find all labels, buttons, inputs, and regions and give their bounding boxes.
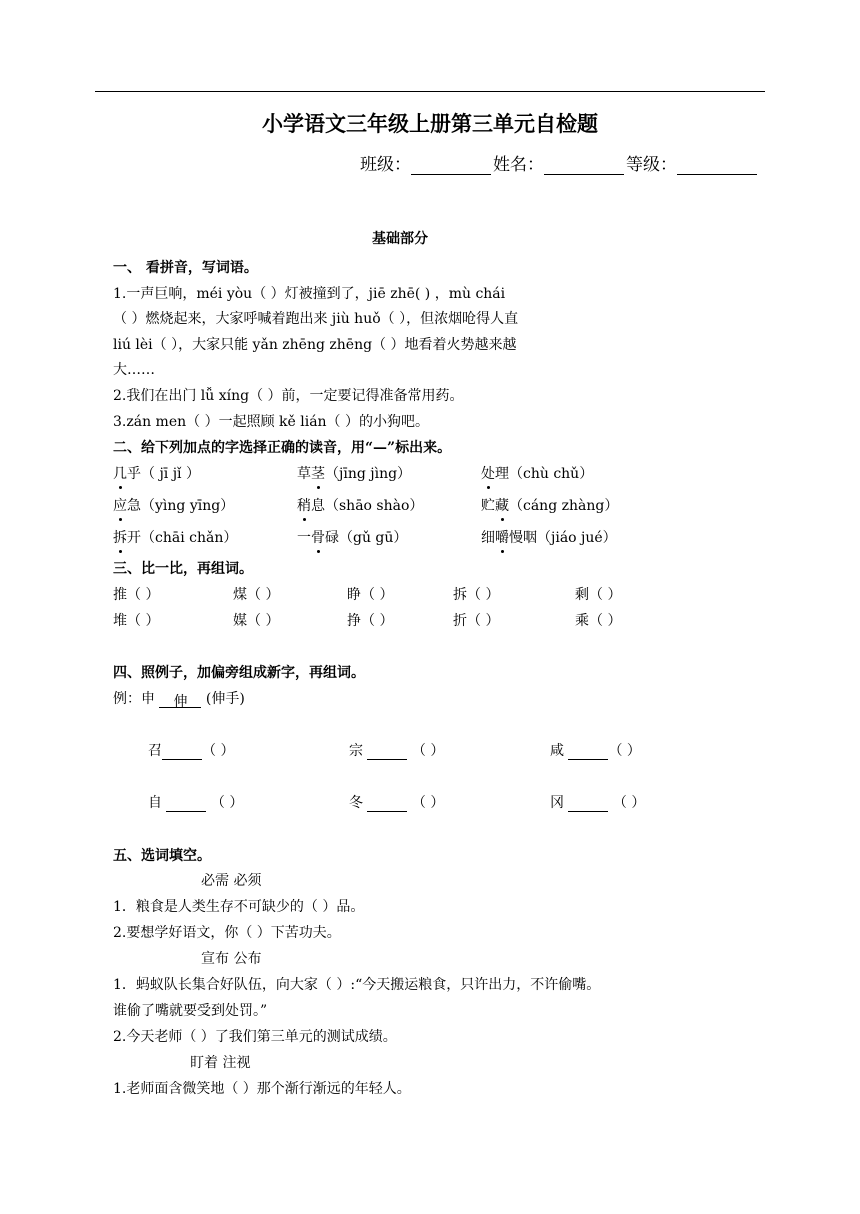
answer-blank[interactable]: [367, 743, 407, 760]
class-blank[interactable]: [411, 156, 491, 175]
compare-item: 媒（ ）: [233, 613, 280, 629]
word-choices-3: 盯着 注视: [190, 1055, 251, 1071]
s1-line-5: 2.我们在出门 lǚ xíng（ ）前，一定要记得准备常用药。: [113, 388, 464, 404]
radical-item: 咸 （ ）: [550, 743, 641, 759]
pinyin-item: 几乎（ jī jǐ ）: [113, 463, 200, 483]
pinyin-item: 细嚼慢咽（jiáo jué）: [481, 527, 617, 547]
compare-item: 推（ ）: [113, 587, 160, 603]
word-choices-1: 必需 必须: [201, 873, 262, 889]
pinyin-item: 拆开（chāi chǎn）: [113, 527, 237, 547]
radical-item: 召 （ ）: [148, 743, 235, 759]
s5-q2-3: 2.今天老师（ ）了我们第三单元的测试成绩。: [113, 1029, 397, 1045]
radical-item: 宗 （ ）: [349, 743, 445, 759]
compare-item: 乘（ ）: [575, 613, 622, 629]
section-2-heading: 二、给下列加点的字选择正确的读音，用“—”标出来。: [113, 440, 452, 456]
compare-item: 挣（ ）: [347, 613, 394, 629]
answer-blank[interactable]: [568, 795, 608, 812]
grade-blank[interactable]: [677, 156, 757, 175]
radical-item: 冬 （ ）: [349, 795, 445, 811]
name-label: 姓名：: [493, 155, 544, 175]
pinyin-item: 处理（chù chǔ）: [481, 463, 593, 483]
section-1-heading: 一、 看拼音，写词语。: [113, 260, 258, 276]
section-4-heading: 四、照例子，加偏旁组成新字，再组词。: [113, 665, 365, 681]
example-answer: 伸: [159, 691, 201, 708]
header-rule: [95, 91, 765, 92]
radical-item: 冈 （ ）: [550, 795, 646, 811]
example-line: 例：申 伸 (伸手): [113, 691, 245, 710]
compare-item: 堆（ ）: [113, 613, 160, 629]
pinyin-item: 稍息（shāo shào）: [297, 495, 423, 515]
compare-item: 剩（ ）: [575, 587, 622, 603]
pinyin-item: 应急（yìng yīng）: [113, 495, 234, 515]
s5-q2-2: 谁偷了嘴就要受到处罚。”: [113, 1003, 268, 1019]
name-blank[interactable]: [544, 156, 624, 175]
section-5-heading: 五、选词填空。: [113, 848, 211, 864]
answer-blank[interactable]: [162, 743, 202, 760]
radical-item: 自 （ ）: [148, 795, 244, 811]
page-title: 小学语文三年级上册第三单元自检题: [262, 111, 598, 136]
pinyin-item: 草茎（jīng jìng）: [297, 463, 411, 483]
s5-q2-1: 1．蚂蚁队长集合好队伍，向大家（ ）:“今天搬运粮食，只许出力，不许偷嘴。: [113, 977, 601, 993]
pinyin-item: 一骨碌（gǔ gū）: [297, 527, 407, 547]
s1-line-2: （ ）燃烧起来，大家呼喊着跑出来 jiù huǒ（ ），但浓烟呛得人直: [113, 311, 519, 327]
part-heading: 基础部分: [372, 231, 428, 247]
compare-item: 折（ ）: [453, 613, 500, 629]
answer-blank[interactable]: [166, 795, 206, 812]
s1-line-1: 1.一声巨响，méi yòu（ ）灯被撞到了，jiē zhē( ) ，mù chái: [113, 286, 506, 302]
s1-line-6: 3.zán men（ ）一起照顾 kě lián（ ）的小狗吧。: [113, 414, 430, 430]
compare-item: 睁（ ）: [347, 587, 394, 603]
s5-q1-1: 1．粮食是人类生存不可缺少的（ ）品。: [113, 899, 365, 915]
student-info: [360, 150, 759, 175]
answer-blank[interactable]: [367, 795, 407, 812]
s5-q1-2: 2.要想学好语文，你（ ）下苦功夫。: [113, 925, 341, 941]
compare-item: 煤（ ）: [233, 587, 280, 603]
compare-item: 拆（ ）: [453, 587, 500, 603]
grade-label: 等级：: [626, 155, 677, 175]
s1-line-4: 大……: [113, 362, 155, 378]
section-3-heading: 三、比一比，再组词。: [113, 561, 253, 577]
class-label: 班级：: [360, 155, 411, 175]
s5-q3-1: 1.老师面含微笑地（ ）那个渐行渐远的年轻人。: [113, 1081, 411, 1097]
s1-line-3: liú lèi（ ），大家只能 yǎn zhēng zhēng（ ）地看着火势越来越: [113, 337, 517, 353]
answer-blank[interactable]: [568, 743, 608, 760]
word-choices-2: 宣布 公布: [201, 951, 262, 967]
pinyin-item: 贮藏（cáng zhàng）: [481, 495, 618, 515]
